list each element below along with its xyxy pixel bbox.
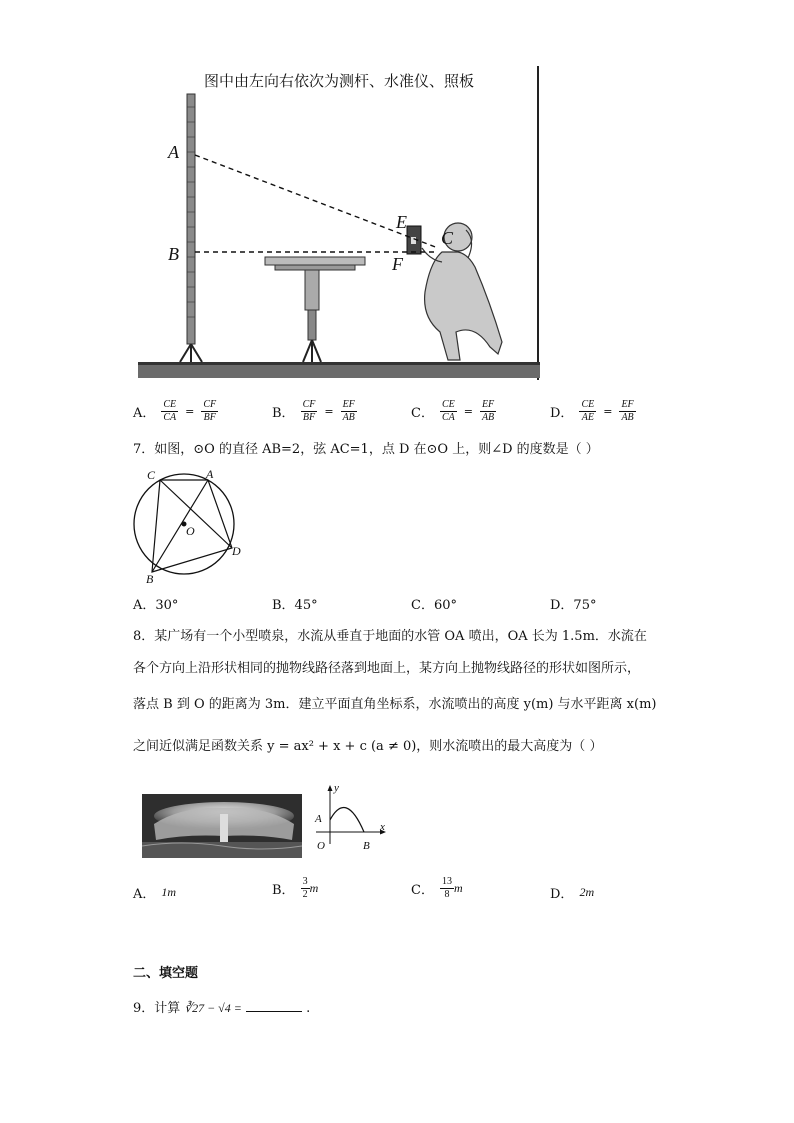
label-y: y: [334, 782, 339, 794]
fraction: $\frac{CE}{CA}$: [163, 399, 177, 423]
option-letter: B．: [272, 406, 295, 421]
q9-suffix: .: [306, 1001, 311, 1016]
parabola-graph: [312, 782, 392, 860]
fountain-photo: [142, 794, 302, 858]
label-C: C: [441, 228, 454, 248]
answer-blank[interactable]: [246, 999, 302, 1012]
label-C: C: [147, 468, 156, 482]
option-letter: D．: [550, 887, 574, 902]
q6-option-b[interactable]: B． $\frac{CF}{BF}$ = $\frac{EF}{AB}$: [272, 399, 355, 423]
q7-options: [133, 597, 693, 615]
label-E: E: [396, 212, 407, 232]
q7-option-d[interactable]: D．75°: [550, 598, 597, 613]
q8-line-2: 各个方向上沿形状相同的抛物线路径落到地面上，某方向上抛物线路径的形状如图所示，: [133, 661, 641, 676]
fraction: $\frac{EF}{AB}$: [621, 399, 634, 423]
label-A: A: [168, 142, 179, 162]
label-A: A: [315, 813, 322, 825]
figure-caption: 图中由左向右依次为测杆、水准仪、照板: [204, 72, 475, 90]
fraction: $\frac{EF}{AB}$: [481, 399, 495, 423]
option-letter: C．: [411, 406, 434, 421]
q9-question: [133, 999, 310, 1018]
label-A: A: [206, 467, 214, 481]
q7-option-b[interactable]: B．45°: [272, 598, 318, 613]
fraction: $\frac{CF}{BF}$: [302, 399, 316, 423]
option-letter: C．: [411, 883, 434, 898]
q8-line-3: 落点 B 到 O 的距离为 3m．建立平面直角坐标系，水流喷出的高度 y(m) 与水平距离 x(m): [133, 697, 657, 712]
fraction: $\frac{CF}{BF}$: [203, 399, 217, 423]
q8-option-a[interactable]: [133, 883, 176, 902]
q8-option-d[interactable]: [550, 883, 594, 902]
q7-question: 7．如图，⊙O 的直径 AB=2，弦 AC=1，点 D 在⊙O 上，则∠D 的度数是（ ）: [133, 442, 599, 457]
label-O: O: [317, 840, 325, 852]
q8-line-1: 8．某广场有一个小型喷泉，水流从垂直于地面的水管 OA 喷出，OA 长为 1.5m．水流在: [133, 629, 647, 644]
label-B: B: [146, 572, 154, 586]
q7-option-a[interactable]: A．30°: [133, 598, 179, 613]
label-O: O: [186, 524, 195, 538]
q9-prefix: 9．计算: [133, 1001, 181, 1016]
q6-options: [133, 399, 693, 431]
unit: m: [309, 881, 319, 895]
label-B: B: [168, 244, 179, 264]
fraction: $\frac{13}{8}$: [441, 876, 452, 900]
q7-circle-figure: [128, 466, 248, 588]
q8-option-c[interactable]: [411, 876, 463, 901]
fraction: $\frac{CE}{AE}$: [581, 399, 595, 423]
survey-figure: [130, 62, 545, 387]
q6-option-c[interactable]: C． $\frac{CE}{CA}$ = $\frac{EF}{AB}$: [411, 399, 495, 423]
q6-option-a[interactable]: A． $\frac{CE}{CA}$ = $\frac{CF}{BF}$: [133, 399, 217, 423]
label-D: D: [232, 544, 241, 558]
fraction: $\frac{EF}{AB}$: [342, 399, 355, 423]
option-letter: A．: [133, 406, 156, 421]
label-F: F: [392, 254, 403, 274]
option-value: 2m: [579, 885, 595, 899]
option-value: 1m: [161, 885, 177, 899]
option-letter: A．: [133, 887, 156, 902]
option-letter: B．: [272, 883, 295, 898]
survey-illustration: [130, 62, 545, 387]
unit: m: [453, 881, 463, 895]
label-B: B: [363, 840, 370, 852]
q6-option-d[interactable]: D． $\frac{CE}{AE}$ = $\frac{EF}{AB}$: [550, 399, 634, 423]
q7-option-c[interactable]: C．60°: [411, 598, 457, 613]
q8-line-4: 之间近似满足函数关系 y = ax² + x + c (a ≠ 0)，则水流喷出的最大高度为（ ）: [133, 739, 603, 754]
option-letter: D．: [550, 406, 574, 421]
label-x: x: [380, 821, 385, 833]
section-title: 二、填空题: [133, 966, 199, 981]
q8-options: [133, 874, 693, 910]
q9-expression: ∛27 − √4 =: [184, 1001, 242, 1015]
fraction: $\frac{CE}{CA}$: [441, 399, 455, 423]
fraction: $\frac{3}{2}$: [302, 876, 308, 900]
q8-option-b[interactable]: [272, 876, 318, 901]
fountain-image: [142, 794, 302, 858]
